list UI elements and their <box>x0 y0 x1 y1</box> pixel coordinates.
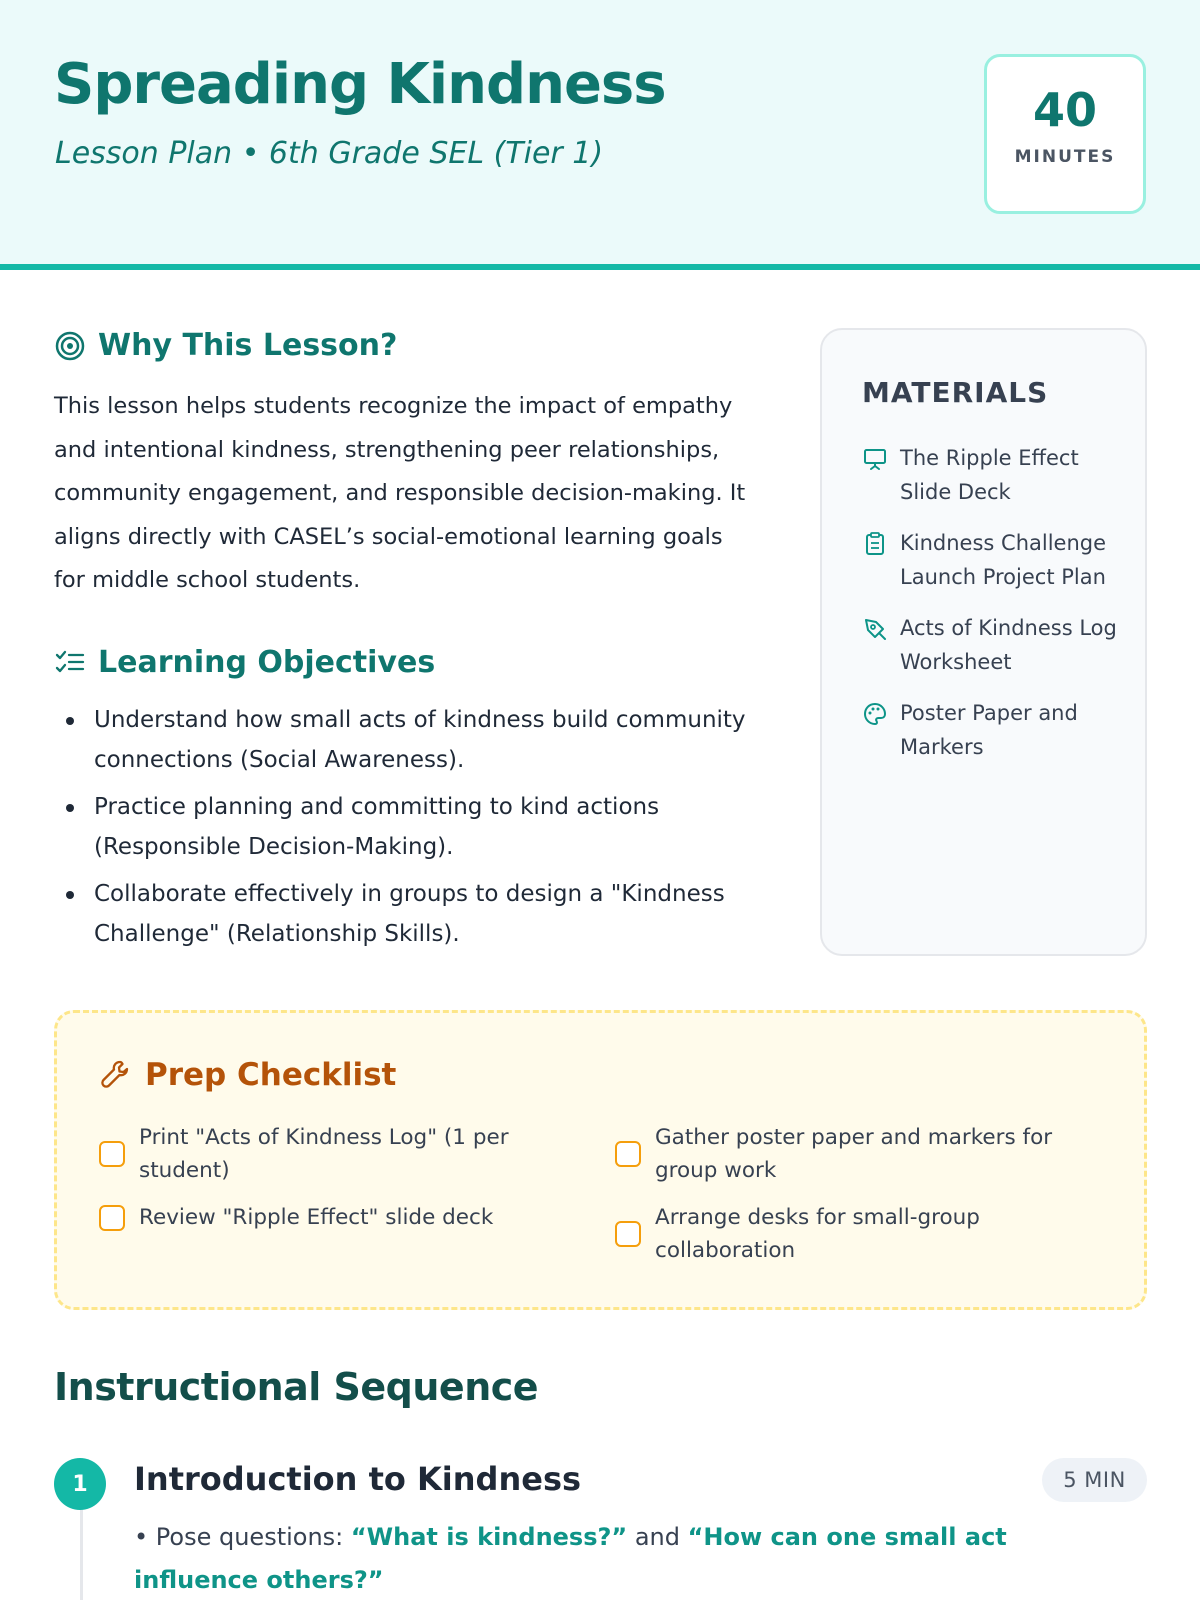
why-heading <box>54 328 397 363</box>
checklist-label: Gather poster paper and markers for group work <box>655 1125 1053 1183</box>
page-title: Spreading Kindness <box>54 52 666 117</box>
materials-card <box>820 328 1147 956</box>
step-question: “How can one small act influence others?” <box>134 1523 1007 1594</box>
timeline-line <box>80 1510 83 1600</box>
objectives-heading <box>54 645 435 680</box>
prep-heading <box>99 1057 396 1093</box>
duration-label: MINUTES <box>1014 147 1116 167</box>
checkbox[interactable] <box>99 1205 125 1231</box>
material-label: Kindness Challenge Launch Project Plan <box>900 531 1107 589</box>
step-body-prefix: • Pose questions: <box>134 1523 351 1551</box>
step-question: “What is kindness?” <box>350 1523 628 1551</box>
lesson-header <box>0 0 1200 270</box>
page-subtitle: Lesson Plan • 6th Grade SEL (Tier 1) <box>55 136 604 171</box>
objectives-list <box>54 700 764 961</box>
checklist-item[interactable] <box>615 1121 1095 1187</box>
step-duration-badge: 5 MIN <box>1042 1458 1147 1502</box>
duration-value: 40 <box>1032 83 1097 137</box>
list-item: Practice planning and committing to kind actions (Responsible Decision-Making). <box>54 787 764 867</box>
presentation-icon <box>862 446 888 472</box>
material-label: The Ripple Effect Slide Deck <box>900 446 1079 504</box>
list-item: Understand how small acts of kindness build community connections (Social Awareness). <box>54 700 764 780</box>
checkbox[interactable] <box>615 1221 641 1247</box>
prep-checklist <box>54 1010 1147 1310</box>
material-item <box>862 697 1122 764</box>
checklist-label: Arrange desks for small-group collaboration <box>655 1205 980 1263</box>
materials-list <box>862 442 1122 782</box>
checklist-item[interactable] <box>615 1201 1015 1267</box>
checklist-icon <box>54 647 86 679</box>
step-body <box>134 1516 1134 1600</box>
palette-icon <box>862 701 888 727</box>
sequence-heading: Instructional Sequence <box>54 1365 539 1409</box>
checklist-label: Print "Acts of Kindness Log" (1 per student) <box>139 1125 509 1183</box>
material-item <box>862 612 1122 679</box>
clipboard-icon <box>862 531 888 557</box>
objectives-heading-text: Learning Objectives <box>98 645 436 680</box>
material-item <box>862 442 1122 509</box>
step-title: Introduction to Kindness <box>134 1460 582 1498</box>
list-item: Collaborate effectively in groups to design a "Kindness Challenge" (Relationship Skills). <box>54 874 764 954</box>
materials-heading: MATERIALS <box>862 376 1049 409</box>
checklist-label: Review "Ripple Effect" slide deck <box>139 1205 494 1230</box>
checkbox[interactable] <box>99 1141 125 1167</box>
checkbox[interactable] <box>615 1141 641 1167</box>
material-label: Acts of Kindness Log Worksheet <box>900 616 1117 674</box>
wrench-icon <box>99 1058 133 1092</box>
checklist-item[interactable] <box>99 1121 519 1187</box>
material-label: Poster Paper and Markers <box>900 701 1078 759</box>
target-icon <box>54 330 86 362</box>
material-item <box>862 527 1122 594</box>
prep-heading-text: Prep Checklist <box>145 1057 397 1093</box>
why-paragraph: This lesson helps students recognize the impact of empathy and intentional kindness, strengthening peer relationships, community engagement, and responsible decision-making. It aligns directly with CASEL’s social-emotional learning goals for middle school students. <box>54 393 746 593</box>
why-heading-text: Why This Lesson? <box>98 328 398 363</box>
step-number: 1 <box>54 1458 106 1510</box>
step-connector: and <box>627 1523 688 1551</box>
checklist-item[interactable] <box>99 1201 549 1234</box>
pen-icon <box>862 616 888 642</box>
duration-card <box>984 54 1146 214</box>
